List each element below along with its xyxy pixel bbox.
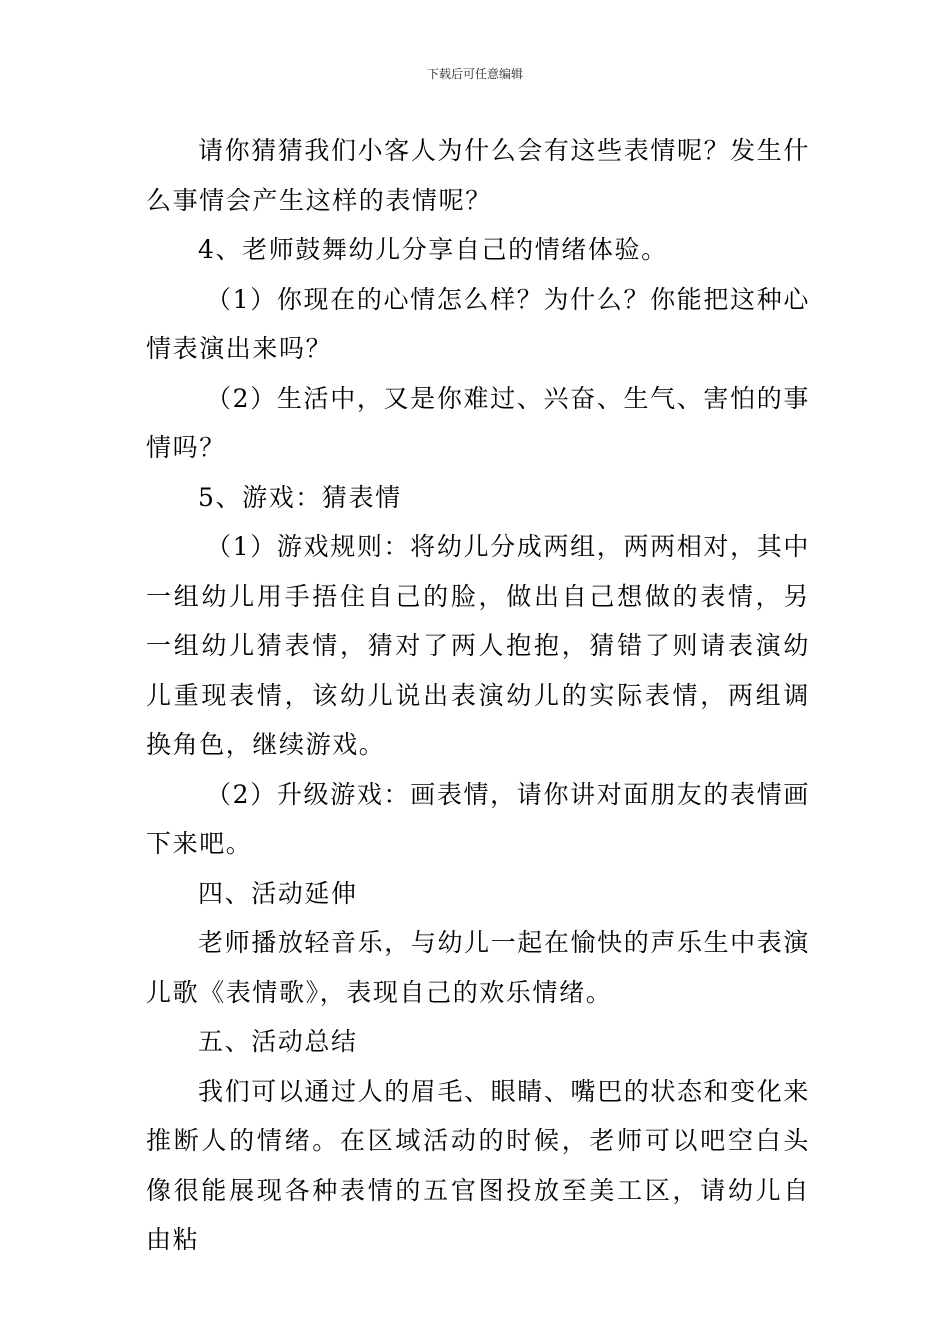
section-heading-extension: 四、活动延伸	[198, 878, 358, 908]
paragraph-step-4-item-2: （2）生活中，又是你难过、兴奋、生气、害怕的事情吗？	[146, 383, 810, 462]
page-header: 下载后可任意编辑	[426, 67, 523, 81]
paragraph-extension: 老师播放轻音乐，与幼儿一起在愉快的声乐生中表演儿歌《表情歌》，表现自己的欢乐情绪。	[146, 928, 810, 1007]
document-body	[146, 126, 810, 1265]
paragraph-step-4: 4、老师鼓舞幼儿分享自己的情绪体验。	[198, 235, 668, 264]
paragraph-step-5-upgrade: （2）升级游戏：画表情，请你讲对面朋友的表情画下来吧。	[146, 779, 810, 858]
section-heading-summary: 五、活动总结	[198, 1027, 358, 1056]
paragraph-guess-question: 请你猜猜我们小客人为什么会有这些表情呢？发生什么事情会产生这样的表情呢？	[146, 136, 810, 215]
paragraph-step-4-item-1: （1）你现在的心情怎么样？为什么？你能把这种心情表演出来吗？	[146, 284, 810, 363]
paragraph-step-5: 5、游戏：猜表情	[198, 482, 402, 512]
paragraph-step-5-rules: （1）游戏规则：将幼儿分成两组，两两相对，其中一组幼儿用手捂住自己的脸，做出自己想做的表情，另一组幼儿猜表情，猜对了两人抱抱，猜错了则请表演幼儿重现表情，该幼儿说出表演幼儿的实际表情，两组调换角色，继续游戏。	[146, 532, 810, 759]
paragraph-summary: 我们可以通过人的眉毛、眼睛、嘴巴的状态和变化来推断人的情绪。在区域活动的时候，老师可以吧空白头像很能展现各种表情的五官图投放至美工区，请幼儿自由粘	[146, 1076, 810, 1254]
